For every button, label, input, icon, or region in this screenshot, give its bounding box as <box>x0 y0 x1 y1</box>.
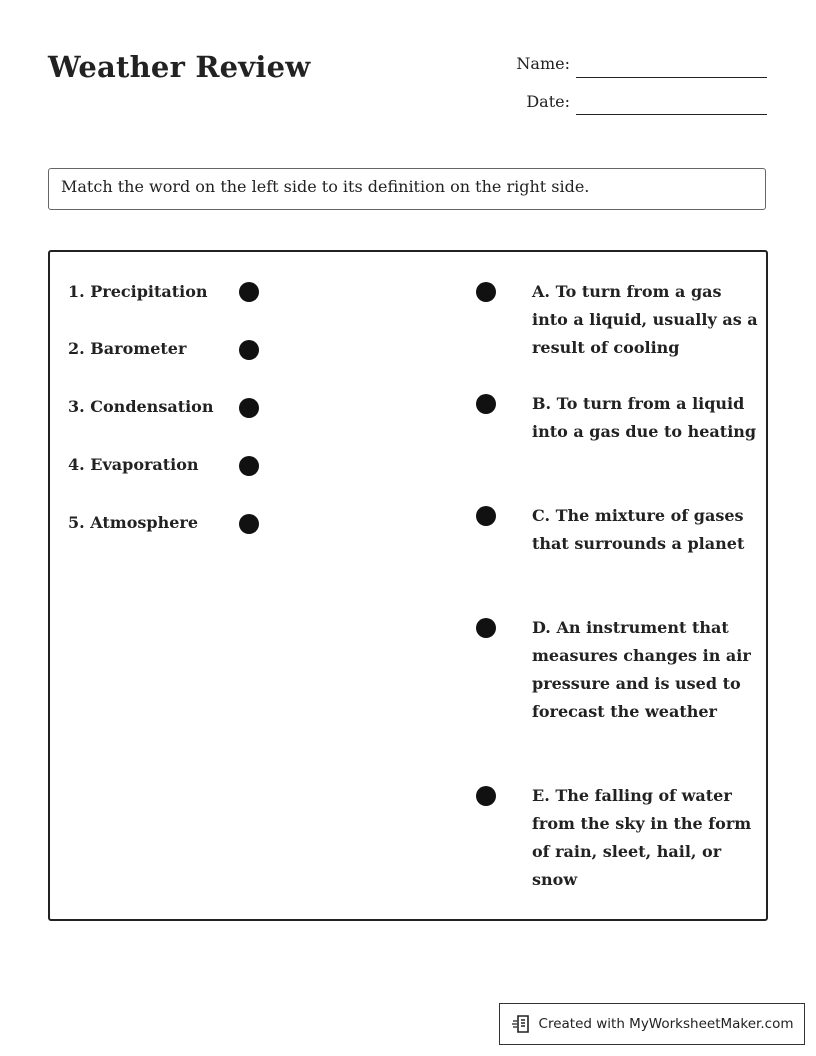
term-dot[interactable] <box>239 514 259 534</box>
date-field[interactable] <box>576 114 767 115</box>
definition-dot[interactable] <box>476 786 496 806</box>
page-title: Weather Review <box>48 50 311 84</box>
definition-text: To turn from a liquid into a gas due to heating <box>532 394 757 441</box>
definition-item <box>532 390 762 446</box>
name-field[interactable] <box>576 77 767 78</box>
definition-dot[interactable] <box>476 506 496 526</box>
footer-text: Created with MyWorksheetMaker.com <box>538 1016 794 1032</box>
name-label: Name: <box>516 54 570 73</box>
instructions-box: Match the word on the left side to its definition on the right side. <box>48 168 766 210</box>
term-dot[interactable] <box>239 340 259 360</box>
definition-text: An instrument that measures changes in air pressure and is used to forecast the weather <box>532 618 751 721</box>
term-item: 4. Evaporation <box>68 455 199 474</box>
definition-dot[interactable] <box>476 394 496 414</box>
term-item: 3. Condensation <box>68 397 214 416</box>
term-dot[interactable] <box>239 282 259 302</box>
definition-letter: A. <box>532 282 550 301</box>
definition-item <box>532 782 762 894</box>
date-label: Date: <box>526 92 570 111</box>
matching-panel <box>48 250 768 921</box>
definition-letter: C. <box>532 506 551 525</box>
definition-dot[interactable] <box>476 282 496 302</box>
definition-text: The falling of water from the sky in the form of rain, sleet, hail, or snow <box>532 786 752 889</box>
definition-letter: D. <box>532 618 551 637</box>
worksheet-logo-icon <box>511 1013 533 1035</box>
term-item: 5. Atmosphere <box>68 513 199 532</box>
definition-item <box>532 278 762 362</box>
definition-letter: E. <box>532 786 550 805</box>
definition-item <box>532 502 762 558</box>
definition-letter: B. <box>532 394 552 413</box>
definition-item <box>532 614 762 726</box>
definition-text: To turn from a gas into a liquid, usually as a result of cooling <box>532 282 758 357</box>
term-dot[interactable] <box>239 398 259 418</box>
term-item: 2. Barometer <box>68 339 187 358</box>
footer-badge[interactable] <box>499 1003 805 1045</box>
term-item: 1. Precipitation <box>68 282 208 301</box>
definition-dot[interactable] <box>476 618 496 638</box>
term-dot[interactable] <box>239 456 259 476</box>
definition-text: The mixture of gases that surrounds a planet <box>532 506 745 553</box>
